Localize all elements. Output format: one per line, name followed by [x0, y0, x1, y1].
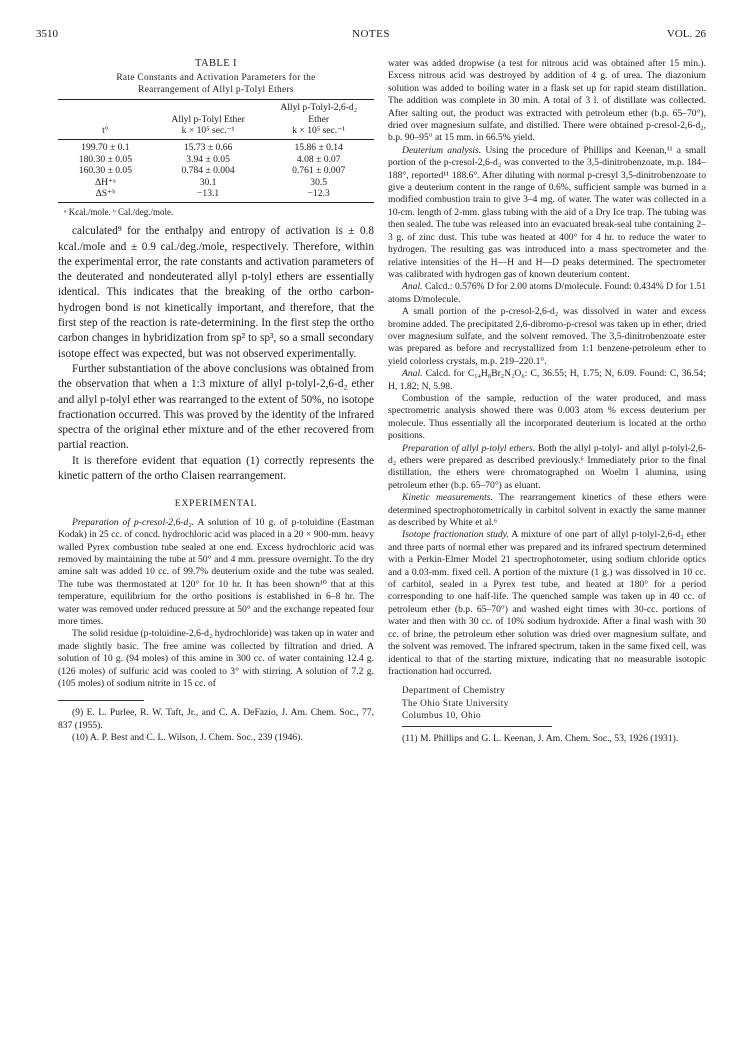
table-row: [58, 154, 374, 166]
table-caption-line-2: Rearrangement of Allyl p-Tolyl Ethers: [138, 85, 294, 96]
footnote-rule: [402, 726, 552, 727]
footnote: (11) M. Phillips and G. L. Keenan, J. Am. Chem. Soc., 53, 1926 (1931).: [402, 732, 679, 744]
run-in-title: Anal.: [402, 368, 423, 380]
footnote-rule: [58, 700, 144, 701]
cell-t: ΔH⁺ᵃ: [95, 176, 116, 188]
footnote: (10) A. P. Best and C. L. Wilson, J. Chem. Soc., 239 (1946).: [72, 732, 303, 744]
footnote: (9) E. L. Purlee, R. W. Taft, Jr., and C. A. DeFazio, J. Am. Chem. Soc., 77, 837 (1955).: [58, 707, 374, 731]
left-column: [58, 58, 374, 745]
paragraph-text: Calcd.: 0.576% D for 2.00 atoms D/molecule. Found: 0.434% D for 1.51 atoms D/molecule.: [388, 281, 706, 305]
paragraph-text: A solution of 10 g. of p-toluidine (Eastman Kodak) in 25 cc. of concd. hydrochloric acid was placed in a 20 × 900-mm. heavy walled Pyrex combustion tube sealed at one end. Excess hydrochloric acid was removed by maintaining the tube at 50° and 4 mm. pressure overnight. To the dry amine salt was added 10 cc. of 99.7% deuterium oxide and the tube was sealed. The tube was thermostated at 120° for 10 hr. It has been shown¹⁰ that at this temperature, equilibrium for the ortho positions is established in 6–8 hr. The water was removed under reduced pressure at 50° and the exchange repeated four more times.: [58, 516, 374, 627]
table-row: [58, 165, 374, 177]
cell-a: 3.94 ± 0.05: [186, 153, 230, 165]
run-in-title: Preparation of allyl p-tolyl ethers.: [402, 442, 536, 454]
affiliation-line: The Ohio State University: [402, 697, 509, 708]
cell-t: 160.30 ± 0.05: [78, 165, 133, 177]
paragraph: A small portion of the p-cresol-2,6-d₂ was dissolved in water and excess bromine added. The precipitated 2,6-dibromo-p-cresol was taken up in ether, dried over magnesium sulfate, and the solvent removed. The 3,5-dinitrobenzoate ester was prepared as before and recrystallized from 1:1 benzene-petroleum ether to yield colorless crystals, m.p. 219–220.1°.: [388, 306, 706, 367]
paragraph: Combustion of the sample, reduction of the water produced, and mass spectrometric analysis showed there was 0.003 atom % excess deuterium per molecule. Thus essentially all the incorporated deuterium is located at the ortho positions.: [388, 392, 706, 442]
cell-t: 180.30 ± 0.05: [78, 153, 133, 165]
col-b-name-2: Ether: [308, 113, 330, 125]
cell-t: ΔS⁺ᵇ: [58, 188, 153, 202]
paragraph-text: The rearrangement kinetics of these ethers were determined spectrophotometrically in carbitol solvent in exactly the same manner as described by White et al.⁶: [388, 492, 706, 529]
table-row: [58, 139, 374, 153]
affiliation-line: Columbus 10, Ohio: [402, 710, 482, 721]
affiliation: [388, 684, 706, 726]
run-in-title: Preparation of p-cresol-2,6-d₂.: [72, 516, 195, 528]
cell-b: 30.5: [310, 176, 328, 188]
paragraph: The solid residue (p-toluidine-2,6-d₂ hydrochloride) was taken up in water and made slightly basic. The free amine was collected by filtration and dried. A solution of 10 g. (94 moles) of this amine in 300 cc. of water containing 12.4 g. (126 moles) of sulfuric acid was cooled to 3° with stirring. A solution of 7.2 g. (105 moles) of sodium nitrite in 15 cc. of: [58, 628, 374, 690]
cell-t: 199.70 ± 0.1: [81, 141, 130, 153]
run-in-title: Anal.: [402, 281, 423, 293]
table-caption-line-1: Rate Constants and Activation Parameters for the: [116, 73, 316, 84]
paragraph: [58, 517, 374, 629]
volume-label: VOL. 26: [666, 28, 706, 40]
cell-b: 4.08 ± 0.07: [296, 153, 341, 165]
affiliation-line: Department of Chemistry: [402, 685, 506, 696]
discussion-text: [58, 224, 374, 484]
page-number: 3510: [36, 28, 58, 40]
col-b-name-1: Allyl p-Tolyl-2,6-d₂: [263, 100, 374, 114]
paragraph-text: Calcd. for C₁₄H₈Br₂N₂O₆: C, 36.55; H, 1.75; N, 6.09. Found: C, 36.54; H, 1.82; N, 5.98.: [388, 368, 706, 392]
paragraph: [388, 281, 706, 306]
footnotes: [58, 707, 374, 744]
col-b-unit: k × 10⁵ sec.⁻¹: [263, 125, 374, 139]
paragraph: [388, 529, 706, 678]
col-t-header: t°: [58, 125, 153, 139]
table-row: [58, 177, 374, 189]
run-in-title: Isotope fractionation study.: [402, 529, 509, 541]
paragraph: [388, 443, 706, 493]
paragraph: calculated⁹ for the enthalpy and entropy of activation is ± 0.8 kcal./mole and ± 0.9 cal./deg./mole, respectively. Therefore, within the experimental error, the rate constants and activation parameters of the deuterated and nondeuterated allyl p-tolyl ethers are essentially identical. This indicates that the breaking of the ortho carbon-hydrogen bond is not kinetically important, and therefore, that the first step of the reaction is rate-determining. In the first step the ortho carbon changes in hybridization from sp² to sp³, so a small secondary isotope effect was expected, but was not observed experimentally.: [58, 225, 374, 360]
paragraph: [388, 145, 706, 281]
paragraph: It is therefore evident that equation (1) correctly represents the kinetic pattern of the ortho Claisen rearrangement.: [58, 454, 374, 483]
cell-b: 0.761 ± 0.007: [292, 165, 346, 177]
col-a-unit: k × 10⁵ sec.⁻¹: [153, 125, 264, 139]
paragraph-text: Both the allyl p-tolyl- and allyl p-tolyl-2,6-d₂ ethers were prepared as described previously.⁶ Immediately prior to the final distillation, the ethers were chromatographed on Woelm I alumina, using petroleum ether (b.p. 65–70°) as eluant.: [388, 442, 706, 491]
table-row: [58, 188, 374, 202]
table-title: TABLE I: [195, 58, 237, 69]
col-a-name: Allyl p-Tolyl Ether: [171, 113, 245, 125]
cell-a: 30.1: [199, 176, 217, 188]
paragraph: Further substantiation of the above conclusions was obtained from the observation that when a 1:3 mixture of allyl p-tolyl-2,6-d₂ ether and allyl p-tolyl ether was rearranged to the extent of 50%, no isotope fractionation occurred. This was proved by the identity of the infrared spectra of the original ether mixture and of the ether recovered from partial reaction.: [58, 362, 374, 452]
paragraph: water was added dropwise (a test for nitrous acid was obtained after 15 min.). Excess nitrous acid was destroyed by addition of 4 g. of urea. The diazonium solution was added to boiling water in a flask set up for rapid steam distillation. The addition was complete in 30 min. A total of 3 l. of distillate was collected. After salting out, the product was extracted with petroleum ether (b.p. 65–70°), dried over magnesium sulfate, and distilled. There were obtained p-cresol-2,6-d₂, b.p. 90–95° at 15 mm. in 66.5% yield.: [388, 58, 706, 144]
cell-b: 15.86 ± 0.14: [294, 141, 343, 153]
section-name: NOTES: [352, 28, 390, 40]
cell-a: 0.784 ± 0.004: [181, 165, 235, 177]
paragraph-text: A mixture of one part of allyl p-tolyl-2,6-d₂ ether and three parts of normal ether was prepared and its infrared spectrum determined with a Perkin-Elmer Model 21 spectrophotometer, using sodium chloride optics and a 0.03-mm. fixed cell. A portion of the mixture (1 g.) was dissolved in 10 cc. of carbitol, sealed in a Pyrex test tube, and heated at 180° for a period corresponding to one half-life. The quenched sample was taken up in 40 cc. of petroleum ether (b.p. 65–70°) and washed eight times with 30-cc. portions of water and then with 30 cc. of 10% sodium hydroxide. After a final wash with 30 cc. of brine, the petroleum ether solution was dried over magnesium sulfate, and the solvent was removed. The infrared spectrum, taken in the same fixed cell, was identical to that of the starting mixture, indicating that no measurable isotopic fractionation had occurred.: [388, 529, 706, 677]
footnotes: [388, 733, 706, 745]
right-column: [388, 58, 706, 745]
paragraph-text: Using the procedure of Phillips and Keenan,¹¹ a small portion of the p-cresol-2,6-d₂ was converted to the 3,5-dinitrobenzoate, m.p. 184–188°, reported¹¹ 188.6°. After diluting with normal p-cresyl 3,5-dinitrobenzoate to give a deuterium content in the range of 0.6%, sufficient sample was burned in a modified combustion train to give 3–4 mg. of water. The water was collected in a 10-cm. length of 2-mm. glass tubing with the aid of a Dry Ice trap. The tubing was then sealed. The tube was released into an evacuated break-seal tube containing 2–3 g. of zinc dust. This tube was heated at 400° for 4 hr. to reduce the water to hydrogen. The resulting gas was introduced into a mass spectrometer and the relative intensities of the H—H and H—D peaks determined. The spectrometer was calibrated with hydrogen gas of known deuterium content.: [388, 144, 706, 280]
cell-b: −12.3: [263, 188, 374, 202]
section-heading: EXPERIMENTAL: [174, 498, 258, 510]
run-in-title: Deuterium analysis.: [402, 144, 482, 156]
cell-a: −13.1: [153, 188, 264, 202]
paragraph: [388, 368, 706, 393]
cell-a: 15.73 ± 0.66: [183, 141, 233, 153]
table-footnote: ᵃ Kcal./mole. ᵇ Cal./deg./mole.: [64, 206, 174, 217]
running-header: [36, 28, 706, 44]
paragraph: [388, 492, 706, 529]
rate-constants-table: [58, 99, 374, 202]
run-in-title: Kinetic measurements.: [402, 492, 493, 504]
